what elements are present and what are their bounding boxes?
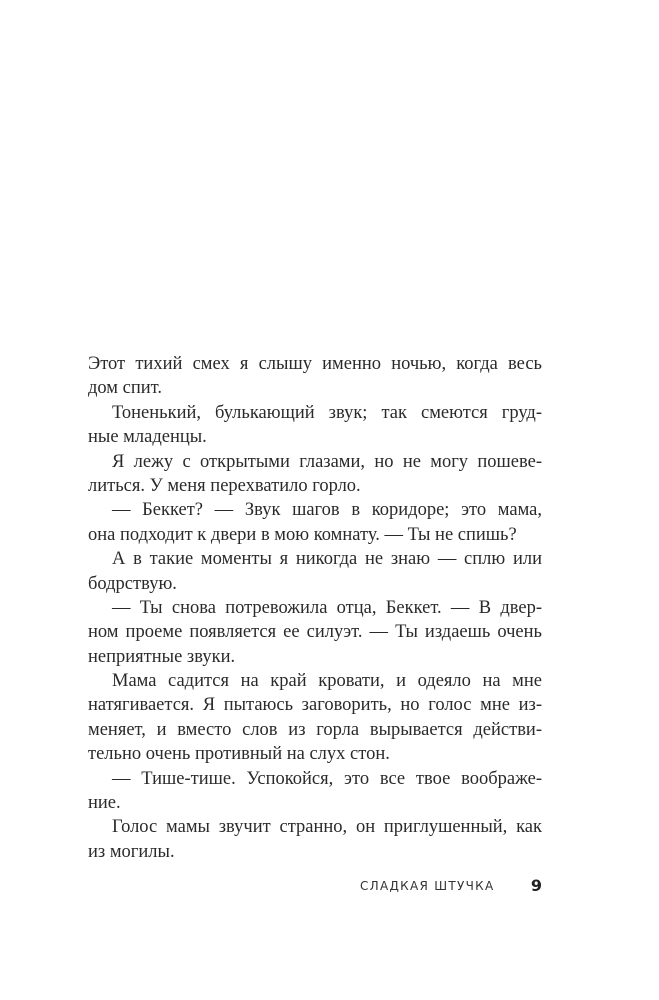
- text-line: она подходит к двери в мою комнату. — Ты не спишь?: [88, 524, 517, 545]
- text-line: Этот тихий смех я слышу именно ночью, когда весь: [88, 354, 542, 374]
- text-line: ные младенцы.: [88, 427, 207, 448]
- text-line: ние.: [88, 793, 121, 814]
- text-line: Голос мамы звучит странно, он приглушенный, как: [112, 817, 542, 838]
- text-line: меняет, и вместо слов из горла вырывается действи-: [88, 719, 542, 740]
- text-line: дом спит.: [88, 378, 162, 399]
- text-line: бодрствую.: [88, 573, 177, 594]
- text-line: А в такие моменты я никогда не знаю — сплю или: [112, 549, 542, 570]
- page-number: 9: [530, 876, 542, 895]
- text-line: Я лежу с открытыми глазами, но не могу пошеве-: [112, 451, 542, 472]
- text-line: литься. У меня перехватило горло.: [88, 475, 361, 496]
- text-line: Тоненький, булькающий звук; так смеются груд-: [112, 402, 542, 423]
- text-line: тельно очень противный на слух стон.: [88, 744, 390, 765]
- text-line: неприятные звуки.: [88, 646, 236, 667]
- text-line: натягивается. Я пытаюсь заговорить, но голос мне из-: [88, 695, 542, 716]
- running-title: СЛАДКАЯ ШТУЧКА: [360, 878, 495, 893]
- text-line: — Тише-тише. Успокойся, это все твое воображе-: [112, 768, 542, 789]
- text-line: из могилы.: [88, 841, 175, 862]
- text-line: — Беккет? — Звук шагов в коридоре; это мама,: [112, 500, 542, 521]
- text-line: — Ты снова потревожила отца, Беккет. — В двер-: [112, 597, 542, 618]
- text-line: Мама садится на край кровати, и одеяло на мне: [112, 671, 542, 692]
- text-line: ном проеме появляется ее силуэт. — Ты издаешь очень: [88, 622, 542, 643]
- page-footer: [360, 876, 542, 895]
- body-text: [88, 352, 542, 864]
